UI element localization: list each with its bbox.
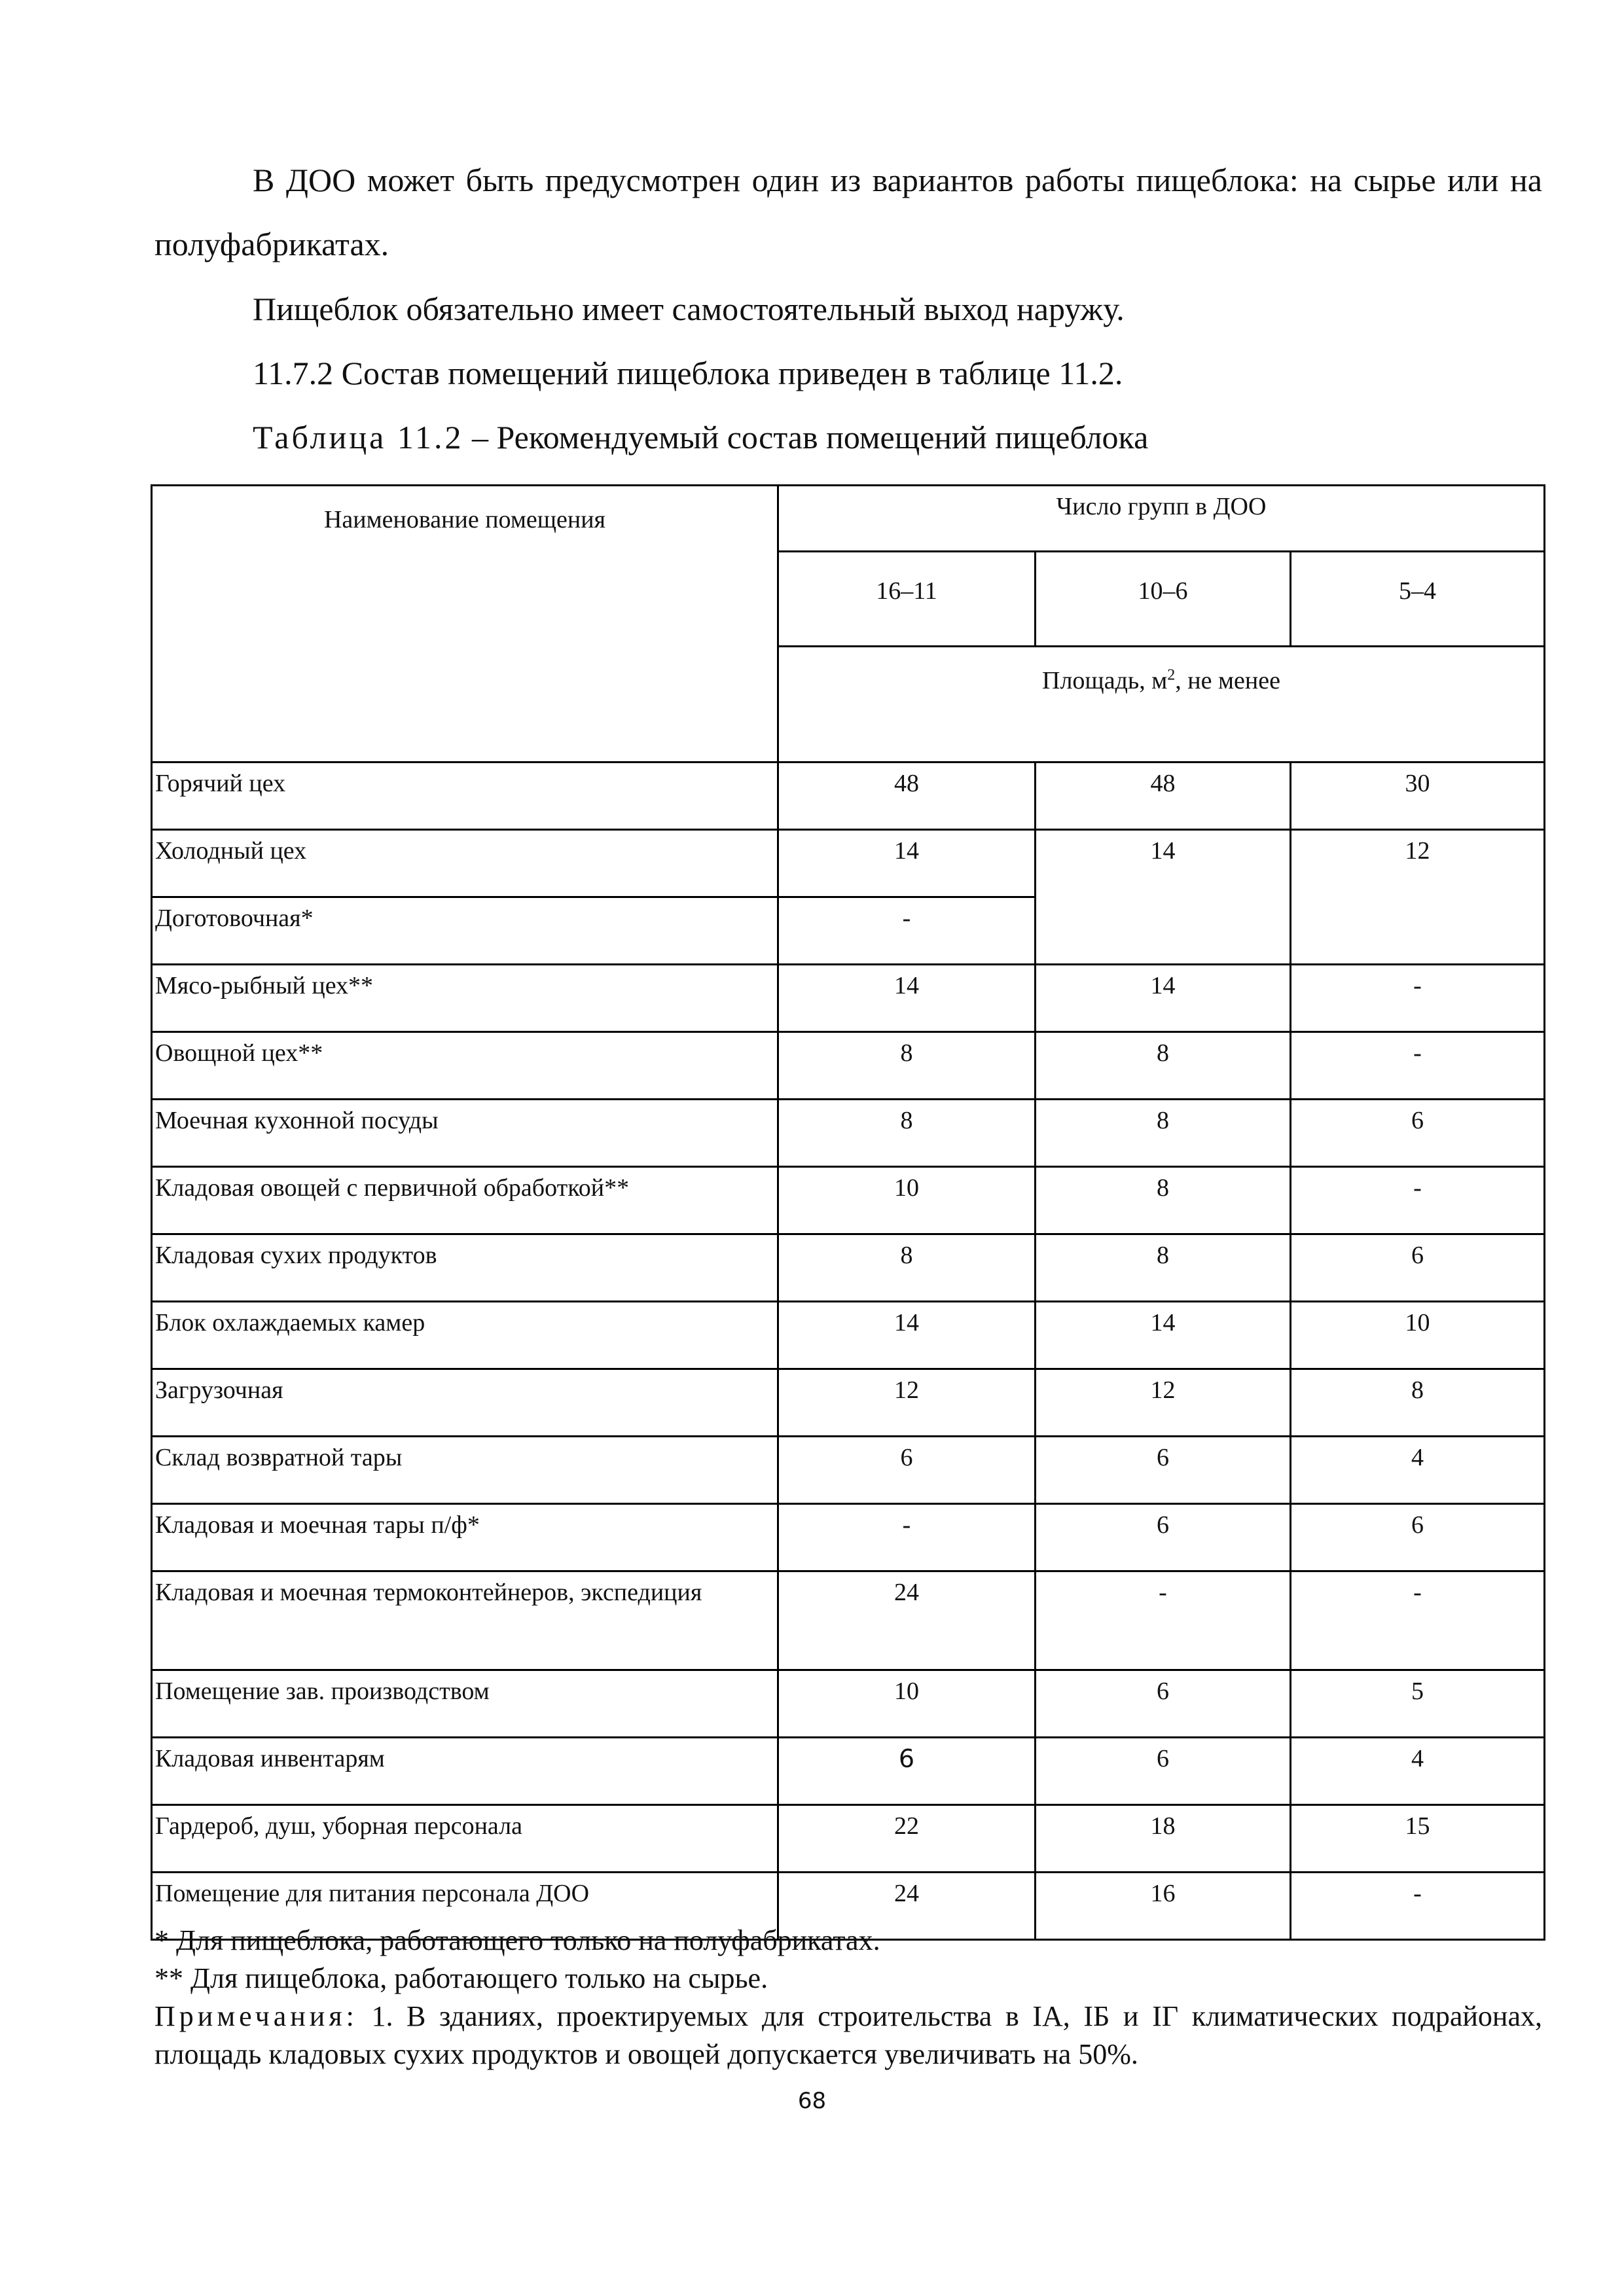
row-value: 10 — [778, 1167, 1036, 1234]
row-value: - — [1291, 1873, 1545, 1940]
header-col-5-4: 5–4 — [1291, 552, 1545, 647]
row-value: 14 — [1036, 965, 1291, 1032]
row-name: Горячий цех — [152, 762, 778, 830]
table-row — [152, 1571, 1545, 1670]
table-row — [152, 1369, 1545, 1437]
row-value: 8 — [778, 1032, 1036, 1100]
table-row — [152, 1032, 1545, 1100]
row-value: 4 — [1291, 1738, 1545, 1805]
row-value: 10 — [1291, 1302, 1545, 1369]
header-col-10-6: 10–6 — [1036, 552, 1291, 647]
header-groups: Число групп в ДОО — [778, 486, 1545, 552]
row-value: - — [778, 1504, 1036, 1571]
table-row — [152, 1302, 1545, 1369]
row-value: 6 — [1291, 1504, 1545, 1571]
table-notes — [154, 1998, 1542, 2073]
paragraph-intro: В ДОО может быть предусмотрен один из вариантов работы пищеблока: на сырье или на полуфабрикатах. — [154, 162, 1542, 262]
row-value: 24 — [778, 1873, 1036, 1940]
page-number: 68 — [797, 2088, 827, 2114]
row-value: 6 — [1036, 1437, 1291, 1504]
row-name: Помещение зав. производством — [152, 1670, 778, 1738]
header-area-sup: 2 — [1167, 666, 1176, 684]
row-value: 8 — [778, 1100, 1036, 1167]
row-name: Моечная кухонной посуды — [152, 1100, 778, 1167]
row-value: - — [778, 897, 1036, 965]
paragraph-exit: Пищеблок обязательно имеет самостоятельный выход наружу. — [253, 291, 1125, 327]
row-value: 8 — [1036, 1032, 1291, 1100]
table-row — [152, 1234, 1545, 1302]
row-name: Мясо-рыбный цех** — [152, 965, 778, 1032]
row-value: 14 — [778, 965, 1036, 1032]
row-value: 8 — [1036, 1167, 1291, 1234]
row-name: Помещение для питания персонала ДОО — [152, 1873, 778, 1940]
row-name: Блок охлаждаемых камер — [152, 1302, 778, 1369]
table-header-row — [152, 486, 1545, 552]
row-name: Холодный цех — [152, 830, 778, 897]
row-value: - — [1291, 965, 1545, 1032]
table-row — [152, 762, 1545, 830]
row-value: 8 — [1036, 1234, 1291, 1302]
row-value: 8 — [778, 1234, 1036, 1302]
row-name: Склад возвратной тары — [152, 1437, 778, 1504]
header-area-suffix: , не менее — [1175, 667, 1280, 694]
table-caption-label: Таблица 11.2 — [253, 419, 464, 456]
row-name: Доготовочная* — [152, 897, 778, 965]
row-name: Кладовая инвентарям — [152, 1738, 778, 1805]
table-row — [152, 1805, 1545, 1873]
row-value: 12 — [778, 1369, 1036, 1437]
row-value: 14 — [778, 830, 1036, 897]
table-caption — [253, 405, 1542, 469]
row-name: Гардероб, душ, уборная персонала — [152, 1805, 778, 1873]
row-value: 6 — [778, 1738, 1036, 1805]
row-value: 6 — [778, 1437, 1036, 1504]
row-name: Кладовая овощей с первичной обработкой** — [152, 1167, 778, 1234]
row-value: 48 — [778, 762, 1036, 830]
row-name: Кладовая и моечная тары п/ф* — [152, 1504, 778, 1571]
table-row — [152, 830, 1545, 897]
row-value: 6 — [1291, 1100, 1545, 1167]
row-value: - — [1291, 1571, 1545, 1670]
header-room-name: Наименование помещения — [152, 486, 778, 762]
row-value: - — [1291, 1167, 1545, 1234]
row-value: 14 — [1036, 830, 1291, 965]
row-value: 12 — [1291, 830, 1545, 965]
row-name: Загрузочная — [152, 1369, 778, 1437]
notes-text: 1. В зданиях, проектируемых для строительства в IА, IБ и IГ климатических подрайонах, площадь кладовых сухих продуктов и овощей допускается увеличивать на 50%. — [154, 2000, 1542, 2070]
header-col-16-11: 16–11 — [778, 552, 1036, 647]
table-row — [152, 1670, 1545, 1738]
row-value: 4 — [1291, 1437, 1545, 1504]
table-row — [152, 1167, 1545, 1234]
row-value: 14 — [1036, 1302, 1291, 1369]
row-value: 6 — [1036, 1738, 1291, 1805]
table-caption-text: – Рекомендуемый состав помещений пищеблока — [463, 419, 1149, 456]
table-row — [152, 1504, 1545, 1571]
row-value: 8 — [1291, 1369, 1545, 1437]
row-value: 22 — [778, 1805, 1036, 1873]
row-value: 48 — [1036, 762, 1291, 830]
row-name: Овощной цех** — [152, 1032, 778, 1100]
row-value: 15 — [1291, 1805, 1545, 1873]
table-row — [152, 1100, 1545, 1167]
row-value: 24 — [778, 1571, 1036, 1670]
row-name: Кладовая сухих продуктов — [152, 1234, 778, 1302]
row-value: 16 — [1036, 1873, 1291, 1940]
row-value: 6 — [1036, 1670, 1291, 1738]
table-row — [152, 1738, 1545, 1805]
row-value: 10 — [778, 1670, 1036, 1738]
row-value: 18 — [1036, 1805, 1291, 1873]
row-value: 30 — [1291, 762, 1545, 830]
header-area-prefix: Площадь, м — [1042, 667, 1168, 694]
row-value: - — [1036, 1571, 1291, 1670]
rooms-table — [151, 484, 1545, 1941]
row-value: 8 — [1036, 1100, 1291, 1167]
row-value: 12 — [1036, 1369, 1291, 1437]
footnote-semi-finished: * Для пищеблока, работающего только на полуфабрикатах. — [154, 1924, 880, 1956]
notes-label: Примечания: — [154, 2000, 358, 2032]
row-value: 6 — [1291, 1234, 1545, 1302]
paragraph-reference: 11.7.2 Состав помещений пищеблока приведен в таблице 11.2. — [253, 355, 1123, 391]
header-area — [778, 647, 1545, 762]
row-value: 6 — [1036, 1504, 1291, 1571]
row-value: 14 — [778, 1302, 1036, 1369]
row-value: 5 — [1291, 1670, 1545, 1738]
row-name: Кладовая и моечная термоконтейнеров, экспедиция — [152, 1571, 778, 1670]
table-row — [152, 1437, 1545, 1504]
row-value: - — [1291, 1032, 1545, 1100]
footnote-raw: ** Для пищеблока, работающего только на сырье. — [154, 1962, 768, 1994]
table-row — [152, 965, 1545, 1032]
